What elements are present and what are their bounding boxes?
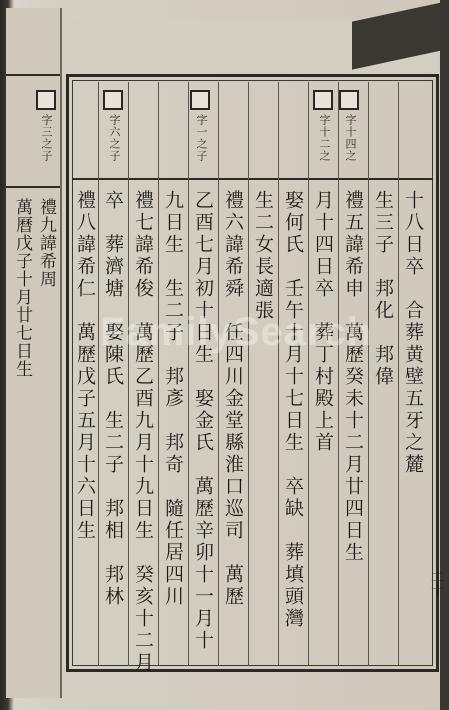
column-line [218,82,219,666]
column-line [278,82,279,666]
seal-icon-2 [313,90,333,110]
seal-icon-1 [339,90,359,110]
left-column-1: 禮九諱希周 [36,198,56,288]
seal-icon-5 [36,90,56,110]
header-note-1: 字十四之 [344,114,357,162]
text-column-1: 十八日卒 合葬黄壁五牙之麓 [402,190,424,476]
watermark: FamilySearch [100,310,373,354]
right-spine [440,0,449,710]
text-column-5: 娶何氏 壬午十月十七日生 卒缺 葬填頭灣 [282,190,304,630]
column-line [338,82,339,666]
text-column-2: 生三子 邦化 邦偉 [372,190,394,388]
left-top-rule [6,74,60,76]
column-line [98,82,99,666]
header-divider [72,178,433,180]
column-line [128,82,129,666]
text-column-3: 禮五諱希申 萬歷癸未十二月廿四日生 [342,190,364,564]
header-note-5: 字三之子 [40,114,53,162]
header-note-3: 字一之子 [195,114,208,162]
left-mid-rule [6,186,60,188]
column-line [248,82,249,666]
header-note-2: 字十二之 [318,114,331,162]
column-line [158,82,159,666]
header-note-4: 字六之子 [108,114,121,162]
text-column-12: 禮八諱希仁 萬歷戊子五月十六日生 [74,190,96,542]
seal-icon-3 [190,90,210,110]
text-column-10: 禮七諱希俊 萬歷乙酉九月十九日生 癸亥十二月 [132,190,154,674]
column-line [308,82,309,666]
seal-icon-4 [103,90,123,110]
column-line [188,82,189,666]
text-column-6: 生二女長適張 [252,190,274,322]
column-line [398,82,399,666]
page-number: 二十 [428,570,443,596]
text-column-7: 禮六諱希舜 任四川金堂縣淮口巡司 萬歷 [222,190,244,608]
text-column-8: 乙酉七月初十日生 娶金氏 萬歷辛卯十一月十 [192,190,214,652]
text-column-4: 月十四日卒 葬丁村殿上首 [312,190,334,454]
text-column-11: 卒 葬濟塘 娶陳氏 生二子 邦相 邦林 [102,190,124,608]
left-page-strip [6,8,62,698]
text-column-9: 九日生 生二子 邦彥 邦奇 隨任居四川 [162,190,184,608]
column-line [368,82,369,666]
left-column-2: 萬曆戊子十月廿七日生 [12,198,32,378]
